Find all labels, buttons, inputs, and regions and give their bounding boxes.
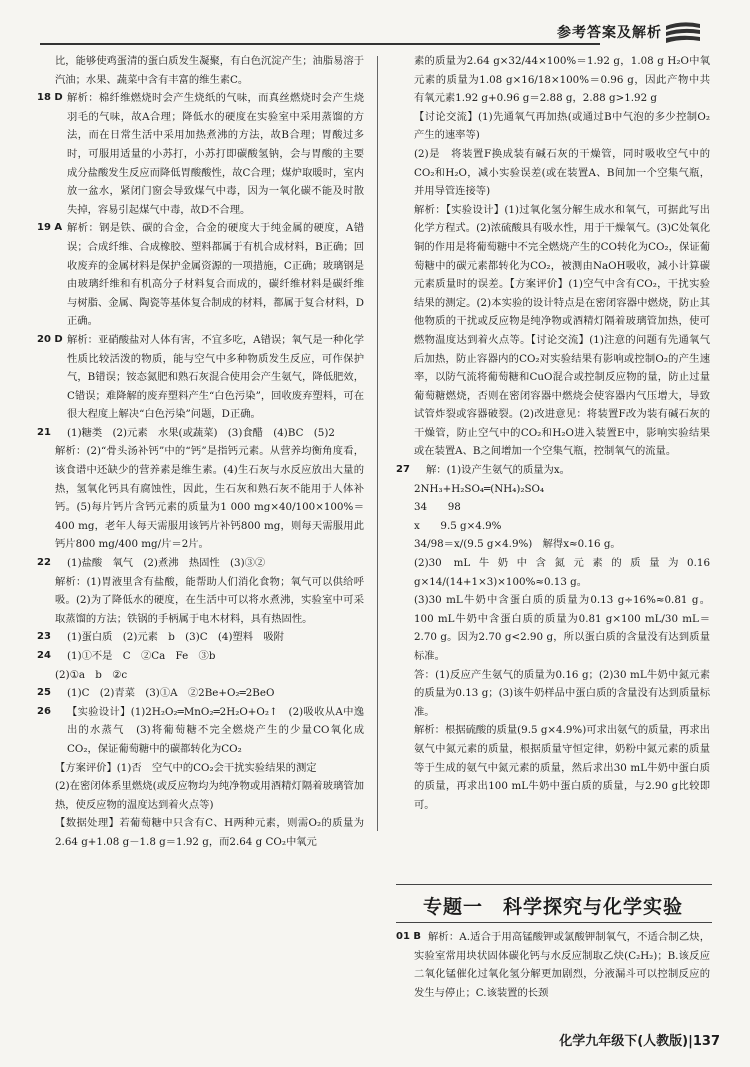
column-divider [377, 56, 378, 831]
answer-item [396, 554, 710, 591]
item-text: (2)30 mL牛奶中含氮元素的质量为0.16 g×14/(14+1×3)×100%≈0.13 g。 [414, 557, 710, 588]
section-rule-top [396, 884, 712, 885]
answer-item [37, 219, 364, 331]
answer-item [396, 928, 710, 1002]
item-text: 解析：棉纤维燃烧时会产生烧纸的气味，而真丝燃烧时会产生烧羽毛的气味，故A合理；降低水的硬度在实验室中采用蒸馏的方法，而在日常生活中采用加热煮沸的方法，故B合理；胃酸过多时，可服用适量的小苏打，小苏打即碳酸氢钠，会与胃酸的主要成分盐酸发生反应而降低胃酸酸性，故C合理；煤炉取暖时，室内放一盆水，紧闭门窗会导致煤气中毒，因为一氧化碳不能及时散失掉，容易引起煤气中毒，故D不合理。 [67, 92, 364, 216]
answer-item [396, 201, 710, 461]
item-number: 27 [396, 464, 410, 476]
answer-item [396, 517, 710, 536]
item-text: 34/98＝x/(9.5 g×4.9%) 解得x≈0.16 g。 [414, 538, 621, 551]
item-text: (1)盐酸 氧气 (2)煮沸 热固性 (3)③② [67, 557, 266, 570]
item-number: 20 D [37, 333, 63, 345]
item-text: 2NH₃+H₂SO₄═(NH₄)₂SO₄ [414, 482, 545, 495]
item-text: 解析：钢是铁、碳的合金，合金的硬度大于纯金属的硬度，A错误；合成纤维、合成橡胶、塑料都属于有机合成材料，B正确；回收废弃的金属材料是保护金属资源的一项措施，C正确；玻璃钢是由玻璃纤维和有机高分子材料复合而成的，碳纤维材料是碳纤维与树脂、金属、陶瓷等基体复合制成的材料，都属于复合材料，D正确。 [67, 222, 364, 328]
item-text: (1)蛋白质 (2)元素 b (3)C (4)塑料 吸附 [67, 631, 284, 644]
item-text: 解析：亚硝酸盐对人体有害，不宜多吃，A错误；氧气是一种化学性质比较活泼的物质，能与空气中多种物质发生反应，可作保护气，B错误；铵态氮肥和熟石灰混合使用会产生氨气，降低肥效，C错误；难降解的废弃塑料产生“白色污染”，回收废弃塑料，可在很大程度上解决“白色污染”问题，D正确。 [67, 333, 364, 421]
section-rule-bottom [396, 922, 712, 923]
section-body [396, 928, 710, 1002]
answer-item [396, 591, 710, 665]
answer-item [37, 759, 364, 778]
item-text: 解析：根据硫酸的质量(9.5 g×4.9%)可求出氨气的质量，再求出氨气中氮元素的质量，根据质量守恒定律，奶粉中氮元素的质量等于生成的氨气中氮元素的质量，然后求出30 mL牛奶中蛋白质的质量，再求出100 mL牛奶中蛋白质的质量，与2.90 g比较即可。 [414, 724, 710, 811]
header-title: 参考答案及解析 [557, 25, 662, 41]
item-number: 23 [37, 631, 51, 643]
item-number: 25 [37, 687, 51, 699]
item-text: 素的质量为2.64 g×32/44×100%＝1.92 g，1.08 g H₂O中氧元素的质量为1.08 g×16/18×100%＝0.96 g，因此产物中共有氧元素1.92 g+0.96 g＝2.88 g，2.88 g>1.92 g [414, 55, 710, 105]
item-text: 答：(1)反应产生氨气的质量为0.16 g；(2)30 mL牛奶中氮元素的质量为0.13 g；(3)该牛奶样品中蛋白质的含量没有达到质量标准。 [414, 668, 710, 718]
item-text: 解析：【实验设计】(1)过氧化氢分解生成水和氧气，可据此写出化学方程式。(2)浓硫酸具有吸水性，用于干燥氧气。(3)C处氧化铜的作用是将葡萄糖中不完全燃烧产生的CO转化为CO₂，保证葡萄糖中的碳元素都转化为CO₂，被测由NaOH吸收，减小计算碳元素质量时的误差。【方案评价】(1)空气中含有CO₂，干扰实验结果的测定。(2)本实验的设计特点是在密闭容器中燃烧，防止其他物质的干扰或反应物是纯净物或酒精灯隔着玻璃管加热，使可燃物温度达到着火点等。【讨论交流】(1)注意的问题有先通氧气后加热，防止容器内的CO₂对实验结果有影响或控制O₂的产生速率，以防气流将葡萄糖和CuO混合或控制反应物的量，防止过量葡萄糖燃烧，否则在密闭容器中燃烧会使容器内气压增大，导致试管炸裂或容器破裂。(2)改进意见：将装置F改为装有碱石灰的干燥管，防止空气中的CO₂和H₂O进入装置E中，影响实验结果或在装置A、B之间增加一个空集气瓶，控制氧气的流量。 [414, 203, 710, 458]
item-text: (2)①a b ②c [55, 668, 128, 681]
book-stack-icon [664, 20, 702, 46]
item-text: (1)C (2)青菜 (3)①A ②2Be+O₂═2BeO [67, 687, 275, 700]
answer-item [37, 684, 364, 703]
item-text: 【实验设计】(1)2H₂O₂═MnO₂═2H₂O+O₂↑ (2)吸收从A中逸出的水蒸气 (3)将葡萄糖不完全燃烧产生的少量CO氧化成CO₂，保证葡萄糖中的碳都转化为CO₂ [67, 705, 364, 755]
item-text: x 9.5 g×4.9% [414, 519, 502, 532]
item-number: 19 A [37, 222, 63, 234]
answer-item [396, 108, 710, 145]
answer-item [396, 721, 710, 814]
answer-item [37, 89, 364, 219]
item-text: 解析：A.适合于用高锰酸钾或氯酸钾制氧气，不适合制乙炔，实验室常用块状固体碳化钙与水反应制取乙炔(C₂H₂)；B.该反应二氧化锰催化过氧化氢分解更加剧烈，分液漏斗可以控制反应的发生与停止；C.该装置的长颈 [414, 931, 710, 999]
item-text: (2)是 将装置F换成装有碱石灰的干燥管，同时吸收空气中的CO₂和H₂O，减小实验误差(或在装置A、B间加一个空集气瓶，并用导管连接等) [414, 147, 710, 198]
item-text: 【讨论交流】(1)先通氧气再加热(或通过B中气泡的多少控制O₂产生的速率等) [414, 110, 710, 142]
answer-item [37, 424, 364, 443]
section-title: 专题一 科学探究与化学实验 [422, 896, 683, 918]
answer-item [396, 145, 710, 201]
answer-item [37, 554, 364, 573]
item-text: 比，能够使鸡蛋清的蛋白质发生凝聚，有白色沉淀产生；油脂易溶于汽油；水果、蔬菜中含有丰富的维生素C。 [55, 55, 364, 86]
item-number: 24 [37, 650, 51, 661]
answer-item [396, 461, 710, 480]
item-number: 26 [37, 705, 51, 717]
answer-item [396, 480, 710, 499]
item-text: 解：(1)设产生氨气的质量为x。 [426, 464, 570, 477]
page-footer: 化学九年级下(人教版)|137 [559, 1034, 720, 1049]
answer-item [37, 777, 364, 814]
page-header [40, 10, 720, 52]
item-text: (1)①不是 C ②Ca Fe ③b [67, 650, 216, 662]
answer-item [37, 814, 364, 851]
answer-item [396, 535, 710, 554]
left-column [37, 52, 364, 852]
item-text: 【方案评价】(1)否 空气中的CO₂会干扰实验结果的测定 [55, 761, 317, 774]
item-text: 【数据处理】若葡萄糖中只含有C、H两种元素，则需O₂的质量为2.64 g+1.08 g－1.8 g＝1.92 g，而2.64 g CO₂中氧元 [55, 817, 364, 848]
answer-item [37, 666, 364, 685]
item-number: 21 [37, 426, 51, 438]
answer-item [396, 498, 710, 517]
item-text: (1)糖类 (2)元素 水果(或蔬菜) (3)食醋 (4)BC (5)2 [67, 426, 335, 439]
header-rule [40, 43, 600, 45]
answer-item [37, 52, 364, 89]
answer-item [37, 647, 364, 666]
right-column [396, 52, 710, 814]
item-number: 01 B [396, 931, 422, 942]
answer-item [37, 628, 364, 647]
answer-item [37, 573, 364, 629]
item-text: 解析：(2)“骨头汤补钙”中的“钙”是指钙元素。从营养均衡角度看，该食谱中还缺少的营养素是维生素。(4)生石灰与水反应放出大量的热，氢氧化钙具有腐蚀性，因此，生石灰和熟石灰不能用于人体补钙。(5)每片钙片含钙元素的质量为1 000 mg×40/100×100%＝400 mg，老年人每天需服用该钙片补钙800 mg，则每天需服用此钙片800 mg/400 mg/片＝2片。 [55, 445, 364, 551]
item-text: (3)30 mL牛奶中含蛋白质的质量为0.13 g÷16%≈0.81 g。100 mL牛奶中含蛋白质的质量为0.81 g×100 mL/30 mL＝2.70 g。因为2.70 g<2.90 g，所以蛋白质的含量没有达到质量标准。 [414, 594, 710, 662]
answer-item [396, 666, 710, 722]
item-text: (2)在密闭体系里燃烧(或反应物均为纯净物或用酒精灯隔着玻璃管加热，使反应物的温度达到着火点等) [55, 780, 364, 811]
answer-item [37, 331, 364, 424]
answer-item [37, 703, 364, 759]
item-number: 18 D [37, 92, 63, 104]
answer-item [37, 442, 364, 554]
item-text: 解析：(1)胃液里含有盐酸，能帮助人们消化食物；氧气可以供给呼吸。(2)为了降低水的硬度，在生活中可以将水煮沸，实验室中可采取蒸馏的方法；铁锅的手柄属于电木材料，具有热固性。 [55, 575, 364, 625]
item-number: 22 [37, 557, 51, 569]
item-text: 34 98 [414, 501, 461, 514]
answer-item [396, 52, 710, 108]
